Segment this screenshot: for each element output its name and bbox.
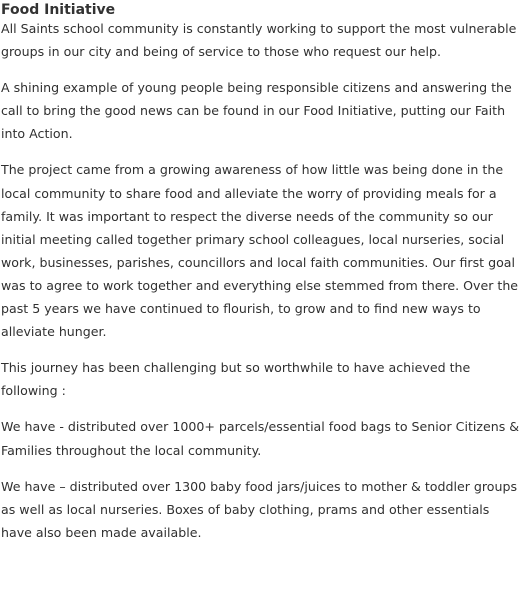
page-title: Food Initiative — [1, 2, 116, 18]
paragraph-example: A shining example of young people being responsible citizens and answering the call to bring the good news can be found in our Food Initiative, putting our Faith into Action. — [1, 80, 512, 142]
paragraph-intro: All Saints school community is constantly working to support the most vulnerable groups in our city and being of service to those who request our help. — [1, 21, 517, 60]
paragraph-parcels: We have - distributed over 1000+ parcels/essential food bags to Senior Citizens & Families throughout the local community. — [1, 419, 520, 458]
paragraph-baby-food: We have – distributed over 1300 baby food jars/juices to mother & toddler groups as well as local nurseries. Boxes of baby clothing, prams and other essentials have also been made available. — [1, 478, 518, 540]
paragraph-journey: This journey has been challenging but so worthwhile to have achieved the following : — [1, 360, 471, 399]
paragraph-project: The project came from a growing awareness of how little was being done in the local community to share food and alleviate the worry of providing meals for a family. It was important to respect the diverse needs of the community so our initial meeting called together primary school colleagues, local nurseries, social work, businesses, parishes, councillors and local faith communities. Our first goal was to agree to work together and everything else stemmed from there. Over the past 5 years we have continued to flourish, to grow and to find new ways to alleviate hunger. — [1, 162, 519, 340]
